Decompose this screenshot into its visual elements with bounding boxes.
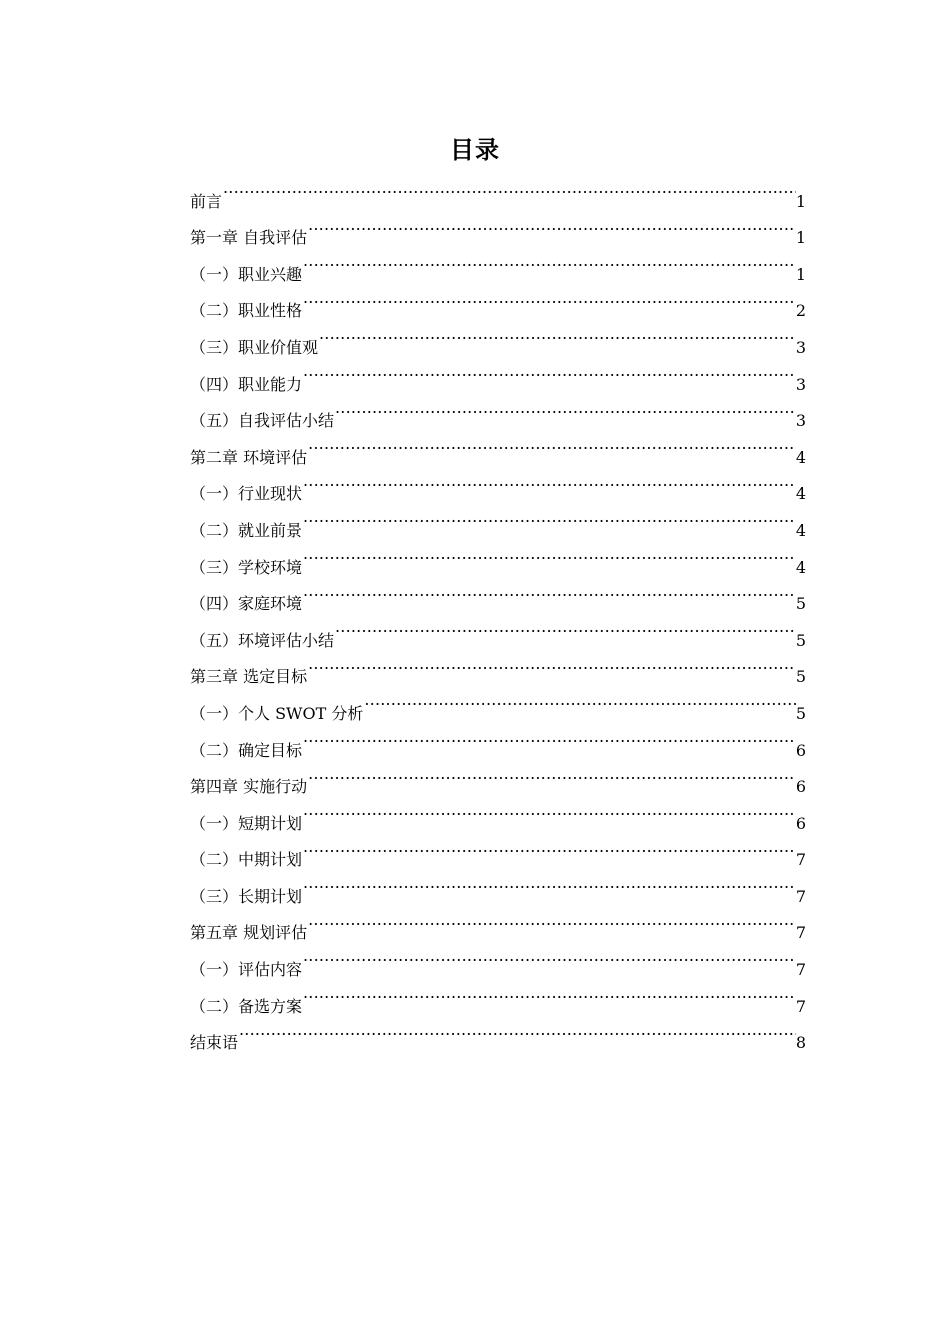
toc-entry-label: （一）短期计划 bbox=[190, 813, 303, 833]
dot-leader bbox=[302, 975, 796, 1012]
toc-entry[interactable] bbox=[190, 207, 806, 248]
toc-entry-page: 7 bbox=[795, 960, 806, 980]
toc-entry-label: （五）环境评估小结 bbox=[190, 630, 335, 650]
toc-entry-label: 前言 bbox=[190, 191, 223, 211]
dot-leader bbox=[363, 682, 795, 719]
toc-title: 目录 bbox=[450, 136, 500, 164]
toc-entry-page: 3 bbox=[795, 411, 806, 431]
toc-list bbox=[190, 170, 806, 1053]
dot-leader bbox=[318, 316, 796, 353]
dot-leader bbox=[334, 609, 796, 646]
toc-entry-label: 第二章 环境评估 bbox=[190, 447, 308, 467]
toc-entry-page: 5 bbox=[795, 703, 806, 723]
toc-entry-page: 4 bbox=[795, 557, 806, 577]
toc-entry-page: 1 bbox=[795, 228, 806, 248]
toc-entry-label: （二）中期计划 bbox=[190, 850, 303, 870]
toc-entry-page: 5 bbox=[795, 667, 806, 687]
toc-entry-label: （一）个人 SWOT 分析 bbox=[190, 703, 364, 723]
dot-leader bbox=[334, 390, 796, 427]
toc-entry-page: 1 bbox=[795, 191, 806, 211]
dot-leader bbox=[302, 536, 796, 573]
toc-entry-page: 4 bbox=[795, 484, 806, 504]
toc-entry-label: （三）职业价值观 bbox=[190, 337, 319, 357]
toc-entry-label: 第一章 自我评估 bbox=[190, 228, 308, 248]
toc-entry-label: （四）家庭环境 bbox=[190, 594, 303, 614]
toc-entry-label: （三）长期计划 bbox=[190, 886, 303, 906]
toc-entry-page: 7 bbox=[795, 886, 806, 906]
toc-entry-page: 4 bbox=[795, 520, 806, 540]
toc-entry-page: 7 bbox=[795, 923, 806, 943]
dot-leader bbox=[302, 463, 796, 500]
toc-entry-page: 6 bbox=[795, 813, 806, 833]
toc-entry-label: 结束语 bbox=[190, 1033, 239, 1053]
toc-entry-page: 5 bbox=[795, 630, 806, 650]
toc-entry-page: 3 bbox=[795, 374, 806, 394]
toc-entry-label: 第三章 选定目标 bbox=[190, 667, 308, 687]
dot-leader bbox=[302, 719, 796, 756]
dot-leader bbox=[302, 829, 796, 866]
dot-leader bbox=[302, 243, 796, 280]
toc-entry[interactable] bbox=[190, 1012, 806, 1053]
toc-entry-label: （一）行业现状 bbox=[190, 484, 303, 504]
dot-leader bbox=[302, 499, 796, 536]
toc-entry-page: 7 bbox=[795, 996, 806, 1016]
dot-leader bbox=[302, 573, 796, 610]
toc-entry-label: （二）备选方案 bbox=[190, 996, 303, 1016]
dot-leader bbox=[302, 280, 796, 317]
toc-entry-label: （二）确定目标 bbox=[190, 740, 303, 760]
dot-leader bbox=[222, 170, 796, 207]
toc-entry-label: （一）职业兴趣 bbox=[190, 264, 303, 284]
toc-entry-page: 7 bbox=[795, 850, 806, 870]
toc-entry-label: （二）职业性格 bbox=[190, 301, 303, 321]
toc-entry-page: 3 bbox=[795, 337, 806, 357]
toc-entry-page: 1 bbox=[795, 264, 806, 284]
toc-entry-page: 8 bbox=[795, 1033, 806, 1053]
dot-leader bbox=[302, 938, 796, 975]
dot-leader bbox=[307, 646, 796, 683]
toc-entry-label: 第五章 规划评估 bbox=[190, 923, 308, 943]
toc-entry-label: （五）自我评估小结 bbox=[190, 411, 335, 431]
dot-leader bbox=[238, 1012, 796, 1049]
dot-leader bbox=[307, 902, 796, 939]
dot-leader bbox=[307, 207, 796, 244]
toc-entry-label: （二）就业前景 bbox=[190, 520, 303, 540]
toc-entry-page: 6 bbox=[795, 740, 806, 760]
dot-leader bbox=[307, 756, 796, 793]
dot-leader bbox=[302, 353, 796, 390]
toc-entry-label: 第四章 实施行动 bbox=[190, 777, 308, 797]
toc-entry-page: 5 bbox=[795, 594, 806, 614]
toc-entry-label: （三）学校环境 bbox=[190, 557, 303, 577]
toc-entry-label: （一）评估内容 bbox=[190, 960, 303, 980]
toc-entry-page: 4 bbox=[795, 447, 806, 467]
dot-leader bbox=[302, 865, 796, 902]
toc-entry-page: 2 bbox=[795, 301, 806, 321]
dot-leader bbox=[307, 426, 796, 463]
dot-leader bbox=[302, 792, 796, 829]
toc-entry[interactable] bbox=[190, 170, 806, 211]
toc-entry-label: （四）职业能力 bbox=[190, 374, 303, 394]
toc-entry-page: 6 bbox=[795, 777, 806, 797]
